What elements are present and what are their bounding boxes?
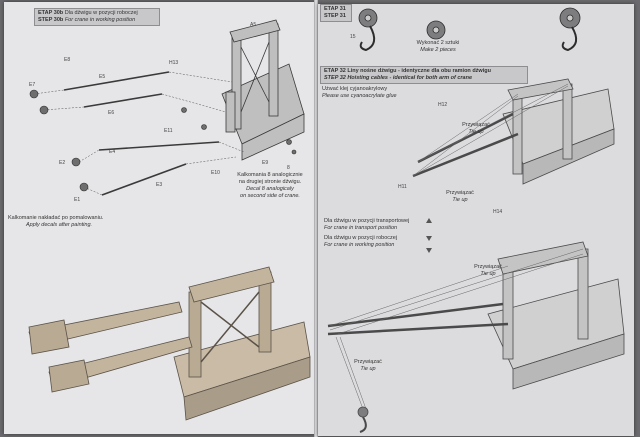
step-30b-text-pl: Dla dźwigu w pozycji roboczej: [64, 10, 138, 16]
part-label-h13: H13: [169, 60, 179, 66]
transport-en: For crane in transport position: [324, 225, 398, 231]
part-label-e1: E1: [74, 197, 81, 203]
part-label-h11: H11: [398, 184, 407, 190]
make-two-en: Make 2 pieces: [420, 47, 456, 53]
decal-note-en2: on second side of crane.: [240, 193, 300, 199]
tie-up-4: [348, 359, 388, 373]
transport-arrows: [426, 218, 432, 253]
tie-up-1: [456, 122, 496, 136]
part-label-e10: E10: [211, 170, 220, 176]
paint-note-pl: Kalkomanie nakładać po pomalowaniu.: [8, 215, 104, 221]
tie-up-3-pl: Przywiązać: [474, 264, 502, 270]
part-label-e8: E8: [64, 57, 71, 63]
step-30b-number: ETAP 30b: [38, 10, 64, 16]
tie-up-2-pl: Przywiązać: [446, 190, 474, 196]
part-label-e9: E9: [262, 160, 269, 166]
decal-note-pl2: na drugiej stronie dźwigu.: [238, 179, 302, 185]
part-label-a5: A5: [250, 22, 257, 28]
part-label-e5: E5: [99, 74, 106, 80]
transport-pl: Dla dźwigu w pozycji transportowej: [324, 218, 410, 224]
part-label-15: 15: [350, 34, 356, 40]
tie-up-3: [468, 264, 508, 278]
paint-note: [8, 215, 158, 229]
left-page: [4, 2, 316, 434]
step-32-pl: ETAP 32 Liny nośne dźwigu - identyczne dla obu ramion dźwigu: [324, 68, 491, 74]
tie-up-1-pl: Przywiązać: [462, 122, 490, 128]
tie-up-2-en: Tie up: [452, 197, 468, 203]
decal-note: [224, 172, 316, 200]
step-31-en: STEP 31: [324, 13, 346, 19]
upper-crane-base: [222, 20, 304, 160]
right-page: [318, 4, 634, 436]
step-32-en: STEP 32 Hoisting cables - identical for both arm of crane: [324, 75, 473, 81]
glue-note-en: Please use cyanoacrylate glue: [322, 93, 397, 99]
tie-up-2: [440, 190, 480, 204]
hooks-and-pulleys: [359, 8, 580, 50]
part-label-e6: E6: [108, 110, 115, 116]
glue-note: [322, 86, 442, 100]
part-label-h14: H14: [493, 209, 503, 215]
paint-note-en: Apply decals after painting.: [26, 222, 93, 228]
upper-cabled-crane: [413, 79, 614, 184]
tie-up-3-en: Tie up: [480, 271, 496, 277]
part-label-e3: E3: [156, 182, 163, 188]
working-en: For crane in working position: [324, 242, 395, 248]
tie-up-1-en: Tie up: [468, 129, 484, 135]
part-label-e11: E11: [164, 128, 173, 134]
working-pl: Dla dźwigu w pozycji roboczej: [324, 235, 398, 241]
part-label-e7: E7: [29, 82, 36, 88]
part-label-e4: E4: [109, 149, 116, 155]
glue-note-pl: Użwać klej cyjanoakrylowy: [322, 86, 388, 92]
tie-up-4-en: Tie up: [360, 366, 376, 372]
exploded-arms: [64, 72, 219, 195]
decal-note-pl1: Kalkomania 8 analogicznie: [237, 172, 303, 178]
step-30b-number-en: STEP 30b: [38, 17, 64, 23]
make-two-pl: Wykonać 2 sztuki: [416, 40, 460, 46]
make-two-note: [408, 40, 468, 54]
position-notes: [324, 218, 424, 249]
part-label-e2: E2: [59, 160, 66, 166]
tie-up-4-pl: Przywiązać: [354, 359, 382, 365]
decal-note-en1: Decal 8 analogicaly: [246, 186, 294, 192]
step-30b-text-en: For crane in working position: [64, 17, 136, 23]
step-31-pl: ETAP 31: [324, 6, 346, 12]
part-label-8: 8: [287, 165, 290, 171]
lower-crane-model: [29, 267, 310, 420]
part-label-h12: H12: [438, 102, 448, 108]
step-32-header: [320, 66, 528, 84]
